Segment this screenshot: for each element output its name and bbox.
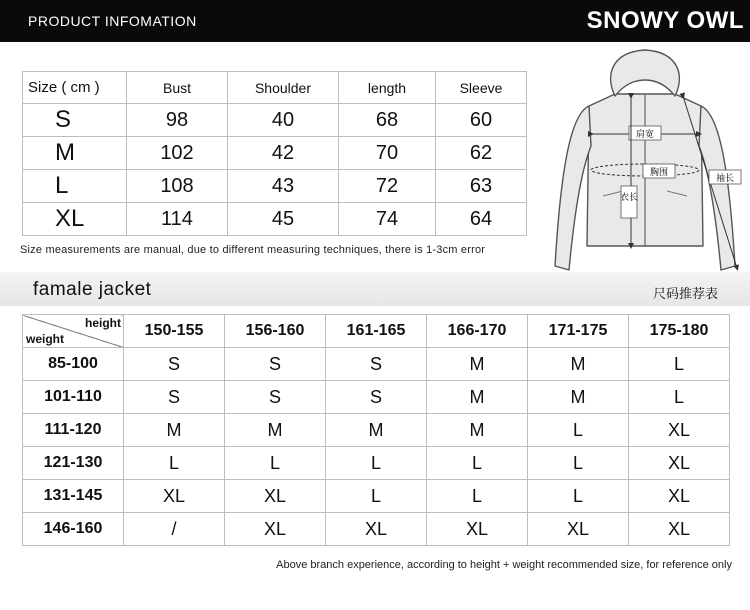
brand-name: SNOWY OWL — [586, 7, 744, 34]
size-cell: S — [326, 348, 427, 381]
height-weight-corner — [23, 315, 124, 348]
sleeve-header: Sleeve — [436, 72, 527, 104]
height-header-row — [23, 315, 730, 348]
height-header: 150-155 — [124, 315, 225, 348]
size-cell: S — [225, 381, 326, 414]
table-row — [23, 414, 730, 447]
shoulder-cell: 42 — [228, 137, 339, 170]
reference-note: Above branch experience, according to height + weight recommended size, for reference only — [276, 559, 732, 571]
shoulder-cell: 43 — [228, 170, 339, 203]
length-cell: 68 — [339, 104, 436, 137]
table-row — [23, 170, 527, 203]
shoulder-cell: 45 — [228, 203, 339, 236]
table-row — [23, 381, 730, 414]
size-cell: M — [124, 414, 225, 447]
size-cell: M — [427, 348, 528, 381]
size-header: Size ( cm ) — [23, 72, 127, 104]
sleeve-cell: 60 — [436, 104, 527, 137]
shoulder-label: 肩宽 — [635, 130, 655, 140]
bust-cell: 102 — [127, 137, 228, 170]
height-header: 156-160 — [225, 315, 326, 348]
sleeve-cell: 64 — [436, 203, 527, 236]
recommendation-table — [22, 314, 730, 546]
shoulder-cell: 40 — [228, 104, 339, 137]
size-cell: M — [23, 137, 127, 170]
size-cell: S — [124, 381, 225, 414]
size-cell: XL — [23, 203, 127, 236]
size-cell: XL — [326, 513, 427, 546]
size-cell: XL — [427, 513, 528, 546]
bust-label: 胸围 — [649, 168, 669, 178]
size-cell: L — [427, 447, 528, 480]
weight-cell: 146-160 — [23, 513, 124, 546]
size-cell: L — [528, 480, 629, 513]
size-cell: L — [629, 381, 730, 414]
section-band — [0, 272, 750, 306]
height-header: 166-170 — [427, 315, 528, 348]
size-table — [22, 71, 527, 236]
size-cell: M — [427, 381, 528, 414]
size-cell: L — [528, 414, 629, 447]
size-cell: XL — [124, 480, 225, 513]
table-row — [23, 480, 730, 513]
height-label: height — [85, 316, 121, 330]
size-cell: L — [528, 447, 629, 480]
section-title: famale jacket — [33, 279, 152, 300]
length-cell: 70 — [339, 137, 436, 170]
bust-cell: 108 — [127, 170, 228, 203]
shoulder-header: Shoulder — [228, 72, 339, 104]
size-cell: M — [225, 414, 326, 447]
table-row — [23, 104, 527, 137]
size-cell: XL — [629, 480, 730, 513]
size-cell: / — [124, 513, 225, 546]
weight-cell: 131-145 — [23, 480, 124, 513]
sleeve-cell: 62 — [436, 137, 527, 170]
table-row — [23, 203, 527, 236]
height-header: 161-165 — [326, 315, 427, 348]
weight-cell: 85-100 — [23, 348, 124, 381]
bust-cell: 98 — [127, 104, 228, 137]
weight-cell: 121-130 — [23, 447, 124, 480]
header-bar — [0, 0, 750, 42]
recommend-chart-title: 尺码推荐表 — [652, 286, 718, 301]
size-cell: XL — [225, 513, 326, 546]
length-label — [620, 191, 638, 203]
size-cell: S — [225, 348, 326, 381]
size-cell: XL — [528, 513, 629, 546]
size-cell: M — [427, 414, 528, 447]
size-cell: L — [124, 447, 225, 480]
bust-cell: 114 — [127, 203, 228, 236]
size-cell: L — [326, 447, 427, 480]
product-info-title: PRODUCT INFOMATION — [28, 13, 197, 29]
size-cell: L — [23, 170, 127, 203]
size-cell: S — [124, 348, 225, 381]
length-label-text: 衣长 — [619, 193, 639, 203]
size-cell: XL — [629, 447, 730, 480]
size-cell: S — [23, 104, 127, 137]
height-header: 171-175 — [528, 315, 629, 348]
height-header: 175-180 — [629, 315, 730, 348]
weight-cell: 111-120 — [23, 414, 124, 447]
weight-cell: 101-110 — [23, 381, 124, 414]
size-cell: XL — [629, 513, 730, 546]
measurement-note: Size measurements are manual, due to different measuring techniques, there is 1-3cm error — [20, 244, 486, 256]
jacket-diagram — [545, 46, 745, 274]
size-cell: M — [326, 414, 427, 447]
size-cell: L — [225, 447, 326, 480]
table-row — [23, 137, 527, 170]
length-header: length — [339, 72, 436, 104]
size-cell: L — [629, 348, 730, 381]
sleeve-label: 袖长 — [715, 174, 735, 184]
weight-label: weight — [26, 332, 64, 346]
sleeve-cell: 63 — [436, 170, 527, 203]
table-row — [23, 447, 730, 480]
size-cell: L — [427, 480, 528, 513]
bust-header: Bust — [127, 72, 228, 104]
length-cell: 72 — [339, 170, 436, 203]
size-table-header — [23, 72, 527, 104]
length-cell: 74 — [339, 203, 436, 236]
size-cell: XL — [225, 480, 326, 513]
table-row — [23, 348, 730, 381]
size-cell: L — [326, 480, 427, 513]
size-cell: XL — [629, 414, 730, 447]
size-cell: M — [528, 348, 629, 381]
size-cell: M — [528, 381, 629, 414]
size-cell: S — [326, 381, 427, 414]
table-row — [23, 513, 730, 546]
